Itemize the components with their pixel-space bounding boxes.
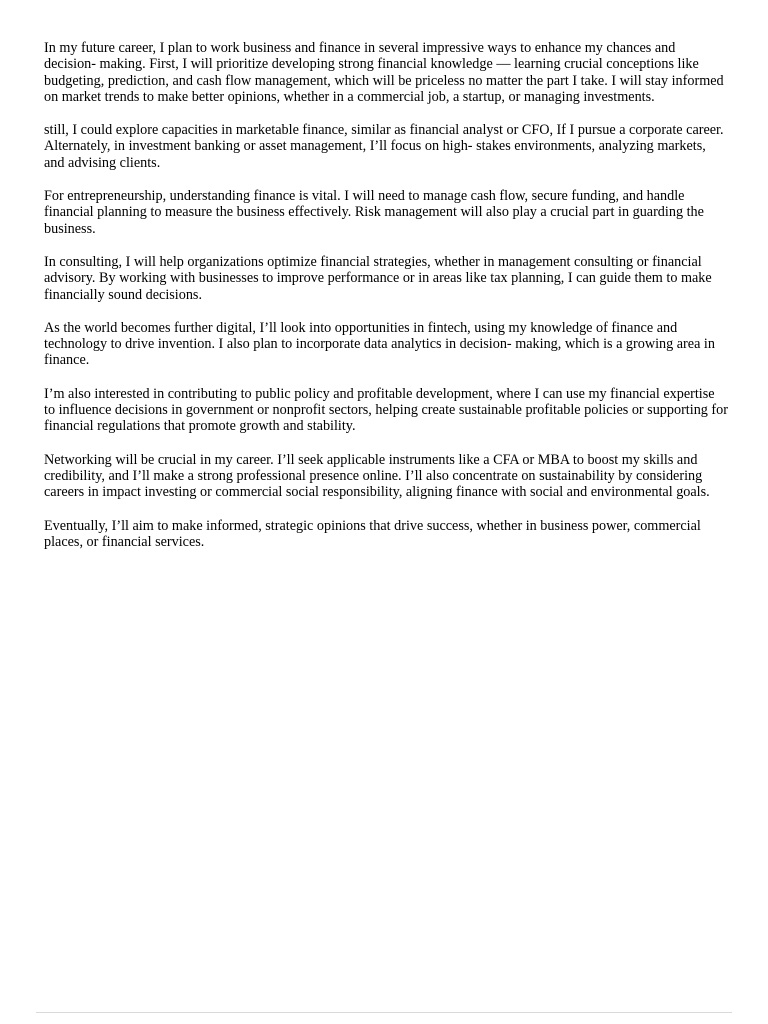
paragraph-entrepreneurship: For entrepreneurship, understanding finance is vital. I will need to manage cash flow, secure funding, and handle financial planning to measure the business effectively. Risk management will also play a crucial part in guarding the business.: [44, 188, 704, 237]
paragraph-fintech: As the world becomes further digital, I’ll look into opportunities in fintech, using my knowledge of finance and technology to drive invention. I also plan to incorporate data analytics in decision- making, which is a growing area in finance.: [44, 319, 715, 369]
paragraph-conclusion: Eventually, I’ll aim to make informed, strategic opinions that drive success, whether in business power, commercial places, or financial services.: [44, 517, 701, 550]
page-bottom-divider: [36, 1012, 732, 1013]
paragraph-networking: Networking will be crucial in my career. I’ll seek applicable instruments like a CFA or MBA to boost my skills and credibility, and I’ll make a strong professional presence online. I’ll also concentrate on sustainability by considering careers in impact investing or commercial social responsibility, aligning finance with social and environmental goals.: [44, 451, 710, 501]
paragraph-corporate-career: still, I could explore capacities in marketable finance, similar as financial analyst or CFO, If I pursue a corporate career. Alternately, in investment banking or asset management, I’ll focus on high- stakes environments, analyzing markets, and advising clients.: [44, 122, 724, 171]
paragraph-career-plan: In my future career, I plan to work business and finance in several impressive ways to enhance my chances and decision- making. First, I will prioritize developing strong financial knowledge — learning crucial conceptions like budgeting, prediction, and cash flow management, which will be priceless no matter the part I take. I will stay informed on market trends to make better opinions, whether in a commercial job, a startup, or managing investments.: [44, 40, 724, 105]
document-body: [44, 40, 728, 567]
paragraph-consulting: In consulting, I will help organizations optimize financial strategies, whether in management consulting or financial advisory. By working with businesses to improve performance or in areas like tax planning, I can guide them to make financially sound decisions.: [44, 253, 712, 303]
paragraph-public-policy: I’m also interested in contributing to public policy and profitable development, where I can use my financial expertise to influence decisions in government or nonprofit sectors, helping create sustainable profitable policies or supporting for financial regulations that promote growth and stability.: [44, 385, 728, 435]
